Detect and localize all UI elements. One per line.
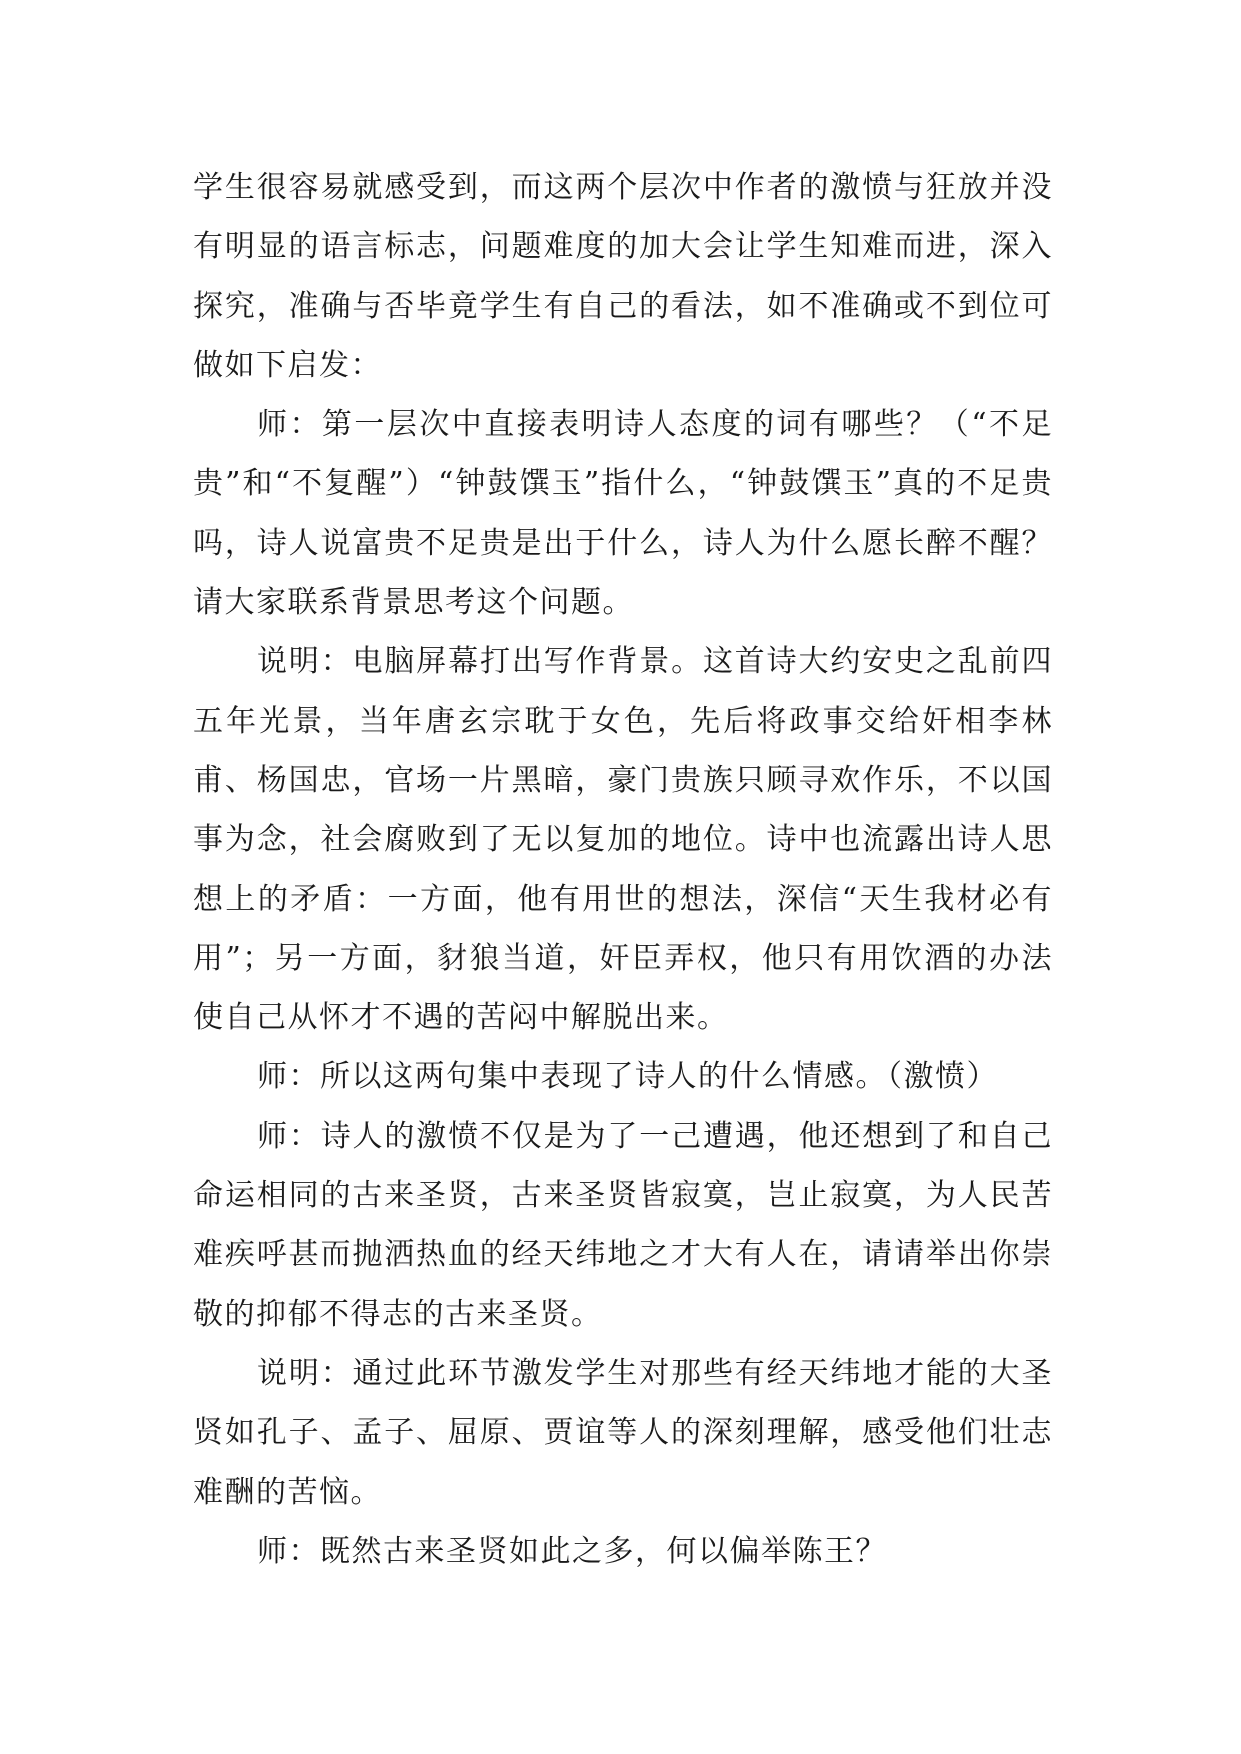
paragraph-4: 师：所以这两句集中表现了诗人的什么情感。（激愤）: [257, 1059, 998, 1095]
paragraph-2: 师：第一层次中直接表明诗人态度的词有哪些？（“不足贵”和“不复醒”）“钟鼓馔玉”指什么，“钟鼓馔玉”真的不足贵吗，诗人说富贵不足贵是出于什么，诗人为什么愿长醉不醒？请大家联系背景思考这个问题。: [193, 407, 1053, 621]
paragraph-7: 师：既然古来圣贤如此之多，何以偏举陈王？: [257, 1533, 887, 1569]
paragraph-3: 说明：电脑屏幕打出写作背景。这首诗大约安史之乱前四五年光景，当年唐玄宗耽于女色，先后将政事交给奸相李林甫、杨国忠，官场一片黑暗，豪门贵族只顾寻欢作乐，不以国事为念，社会腐败到了无以复加的地位。诗中也流露出诗人思想上的矛盾：一方面，他有用世的想法，深信“天生我材必有用”；另一方面，豺狼当道，奸臣弄权，他只有用饮酒的办法使自己从怀才不遇的苦闷中解脱出来。: [193, 644, 1053, 1036]
paragraph-5: 师：诗人的激愤不仅是为了一己遭遇，他还想到了和自己命运相同的古来圣贤，古来圣贤皆寂寞，岂止寂寞，为人民苦难疾呼甚而抛洒热血的经天纬地之才大有人在，请请举出你崇敬的抑郁不得志的古来圣贤。: [193, 1118, 1053, 1332]
paragraph-6: 说明：通过此环节激发学生对那些有经天纬地才能的大圣贤如孔子、孟子、屈原、贾谊等人的深刻理解，感受他们壮志难酬的苦恼。: [193, 1355, 1053, 1510]
document-body: [193, 158, 1053, 1581]
paragraph-1: 学生很容易就感受到，而这两个层次中作者的激愤与狂放并没有明显的语言标志，问题难度的加大会让学生知难而进，深入探究，准确与否毕竟学生有自己的看法，如不准确或不到位可做如下启发：: [193, 170, 1053, 383]
